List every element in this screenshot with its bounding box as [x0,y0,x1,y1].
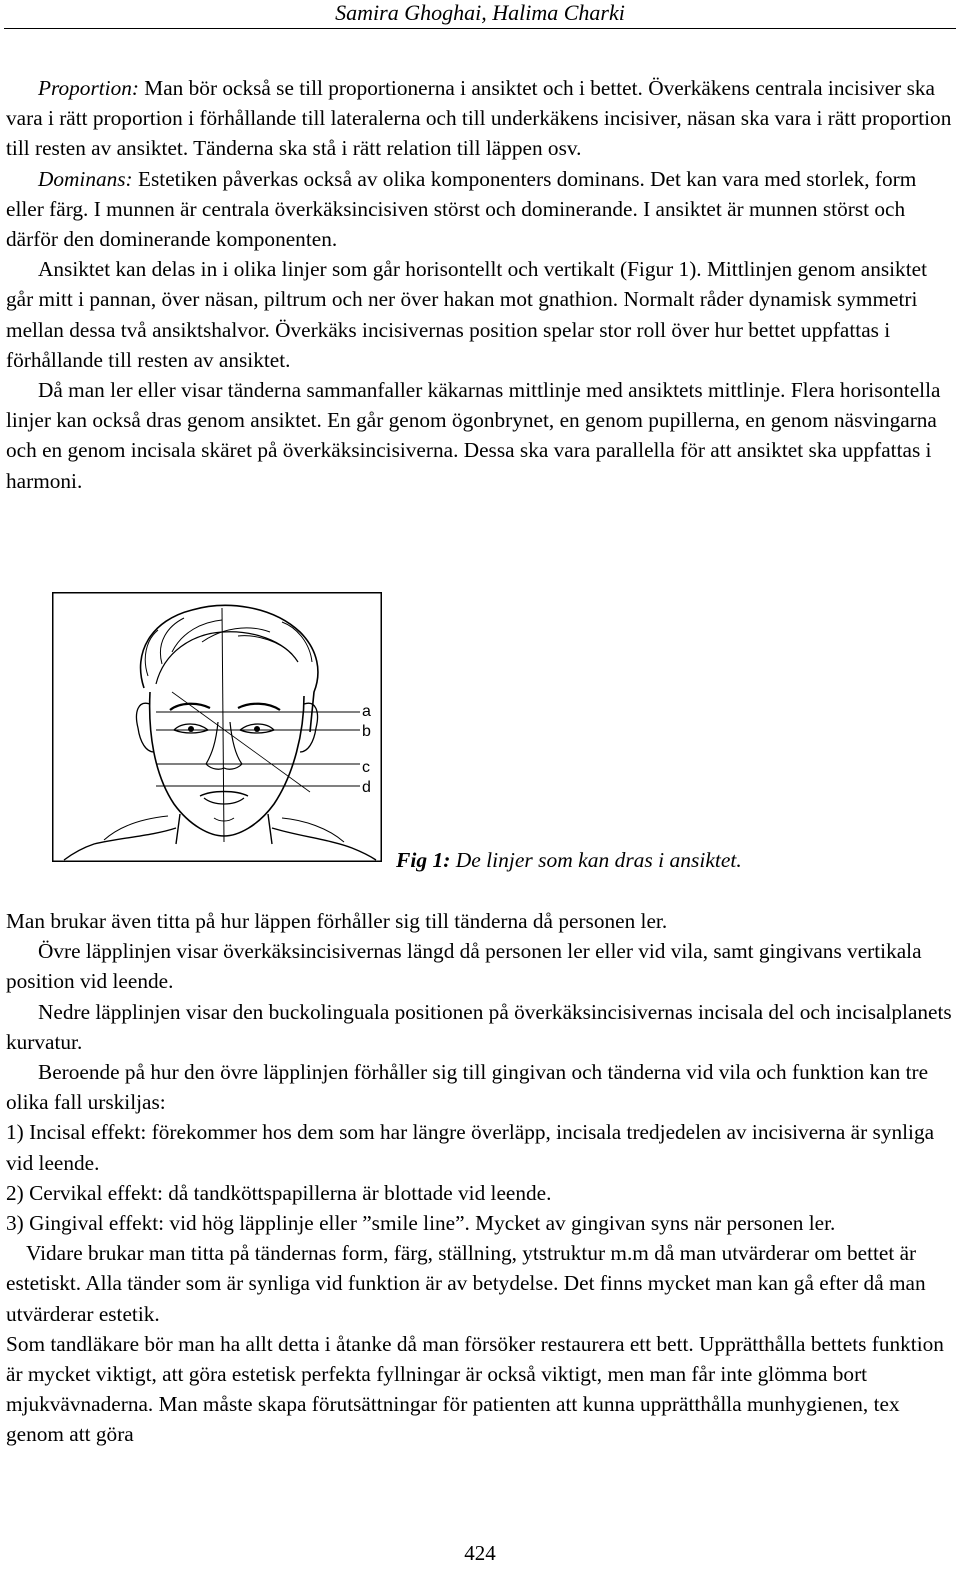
left-ear [137,703,155,752]
label-c: c [362,759,370,776]
term-dominans: Dominans: [38,166,133,191]
right-eyebrow [238,704,280,710]
running-header [0,0,960,30]
hairline [156,632,298,684]
nose [206,722,242,769]
text-block-bottom [6,906,954,1450]
term-proportion: Proportion: [38,76,139,100]
paragraph-dominans-text: Estetiken påverkas också av olika komponenters dominans. Det kan vara med storlek, form eller färg. I munnen är centrala överkäksincisiven störst och dominerande. I ansiktet är munnen störst och därför den dominerande komponenten. [6,166,917,252]
paragraph-restoration: Som tandläkare bör man ha allt detta i åtanke då man försöker restaurera ett bett. Upprätthålla bettets funktion är mycket viktigt, att göra estetisk perfekta fyllningar är också viktigt, men man får inte glömma bort mjukvävnaderna. Man måste skapa förutsättningar för patienten att kunna upprätthålla munhygienen, tex genom att göra [6,1331,944,1447]
midline [222,608,224,842]
list-item-cervical: 2) Cervikal effekt: då tandköttspapillerna är blottade vid leende. [6,1180,552,1205]
text-block-top [6,73,954,496]
paragraph-dominans [6,164,954,255]
paragraph-tooth-form: Vidare brukar man titta på tändernas form, färg, ställning, ytstruktur m.m då man utvärderar om bettet är estetiskt. Alla tänder som är synliga vid funktion är av betydelse. Det finns mycket man kan gå efter då man utvärderar estetik. [6,1241,926,1326]
left-pupil [188,726,194,732]
paragraph-lower-lipline: Nedre läpplinjen visar den buckolinguala positionen på överkäksincisivernas incisala del och incisalplanets kurvatur. [6,999,952,1054]
list-item-gingival: 3) Gingival effekt: vid hög läpplinje eller ”smile line”. Mycket av gingivan syns när personen ler. [6,1211,836,1236]
header-authors: Samira Ghoghai, Halima Charki [335,0,625,25]
label-a: a [362,703,371,720]
paragraph-face-lines: Ansiktet kan delas in i olika linjer som går horisontellt och vertikalt (Figur 1). Mittlinjen genom ansiktet går mitt i pannan, över näsan, piltrum och ner över hakan mot gnathion. Normalt råder dynamisk symmetri mellan dessa två ansiktshalvor. Överkäks incisivernas position spelar stor roll över hur bettet uppfattas i förhållande till resten av ansiktet. [6,257,927,372]
list-item-incisal: 1) Incisal effekt: förekommer hos dem som har längre överläpp, incisala tredjedelen av incisiverna är synliga vid leende. [6,1120,935,1175]
paragraph-three-cases: Beroende på hur den övre läpplinjen förhåller sig till gingivan och tänderna vid vila och funktion kan tre olika fall urskiljas: [6,1060,929,1115]
paragraph-midline: Då man ler eller visar tänderna sammanfaller käkarnas mittlinje med ansiktets mittlinje. Flera horisontella linjer kan också dras genom ansiktet. En går genom ögonbrynet, en genom pupillerna, en genom näsvingarna och en genom incisala skäret på överkäksincisiverna. Dessa ska vara parallella för att ansiktet ska uppfattas i harmoni. [6,378,941,493]
paragraph-upper-lipline: Övre läpplinjen visar överkäksincisivernas längd då personen ler eller vid vila, samt gingivans vertikala position vid leende. [6,939,922,994]
paragraph-lip-intro: Man brukar även titta på hur läppen förhåller sig till tänderna då personen ler. [6,909,668,933]
header-rule [4,28,956,29]
paragraph-proportion [6,73,954,164]
caption-text: De linjer som kan dras i ansiktet. [450,848,742,872]
hair-strands [160,618,292,664]
paragraph-proportion-text: Man bör också se till proportionerna i ansiktet och i bettet. Överkäkens centrala incisiver ska vara i rätt proportion i förhållande till lateralerna och till underkäkens incisiver, näsan ska vara i rätt proportion till resten av ansiktet. Tänderna ska stå i rätt relation till läppen osv. [6,76,952,161]
label-d: d [362,779,371,796]
face-drawing [52,592,382,862]
shoulders [64,828,376,860]
face-lines-figure [52,592,382,862]
label-b: b [362,723,371,740]
hair-outline [141,605,318,732]
caption-label: Fig 1: [396,848,451,872]
right-ear [300,703,318,752]
figure-caption [396,845,742,875]
right-pupil [254,726,260,732]
page-number: 424 [464,1541,496,1565]
